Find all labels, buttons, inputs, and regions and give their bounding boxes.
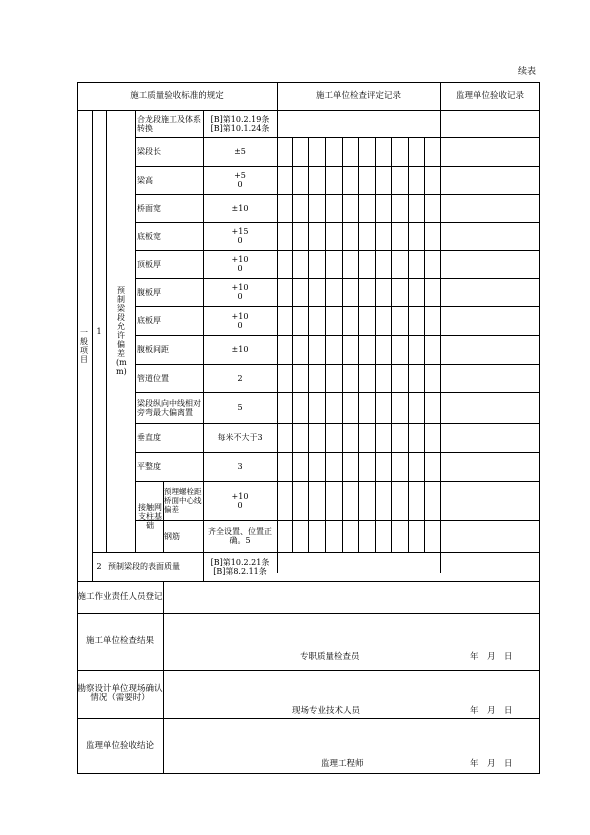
grid-line — [135, 250, 540, 251]
joint-sub1-name: 预埋螺栓距桥面中心线偏差 — [164, 487, 202, 514]
item-name: 垂直度 — [137, 433, 161, 442]
footer-design-confirm: 勘察设计单位现场确认情况（需要时） — [77, 684, 163, 703]
grid-line — [135, 110, 136, 552]
grid-line — [292, 137, 293, 552]
grid-line — [135, 520, 540, 521]
footer-responsible: 施工作业责任人员登记 — [77, 591, 163, 602]
item-name: 桥面宽 — [137, 203, 161, 213]
item-name: 顶板厚 — [137, 259, 161, 269]
item-spec: 每米不大于3 — [217, 433, 263, 442]
grid-line — [375, 137, 376, 552]
grid-line — [440, 82, 441, 573]
grid-line — [135, 364, 540, 365]
grid-line — [77, 718, 540, 719]
grid-line — [135, 423, 540, 424]
continued-label: 续表 — [518, 67, 537, 77]
grid-line — [391, 137, 392, 552]
grid-line — [77, 581, 540, 582]
grid-line — [77, 110, 540, 111]
grid-line — [92, 552, 540, 553]
grid-line — [135, 392, 540, 393]
grid-line — [342, 137, 343, 552]
grid-line — [135, 278, 540, 279]
grid-line — [92, 110, 93, 581]
joint-label: 接触网支柱基础 — [138, 503, 162, 530]
joint-sub2-name: 钢筋 — [164, 531, 180, 541]
joint-sub2-spec: 齐全设置、位置正确。5 — [208, 527, 272, 545]
grid-line — [358, 137, 359, 552]
item-spec: +15 0 — [231, 227, 249, 245]
item-spec: ±5 — [234, 147, 246, 156]
item-spec: +10 0 — [231, 255, 249, 273]
grid-line — [77, 670, 540, 671]
item-name: 梁段纵向中线相对旁弯最大偏离置 — [137, 398, 201, 417]
item-name: 腹板间距 — [137, 345, 169, 354]
footer-date: 年 月 日 — [470, 705, 513, 716]
grid-line — [135, 222, 540, 223]
footer-construction-result: 施工单位检查结果 — [85, 636, 154, 646]
footer-inspector: 专职质量检查员 — [300, 651, 360, 662]
item-name: 梁段长 — [137, 147, 161, 156]
grid-line — [408, 137, 409, 552]
item-spec: 3 — [237, 462, 243, 471]
item-name: 管道位置 — [137, 373, 169, 383]
item2-spec: [B]第10.2.21条 [B]第8.2.11条 — [210, 557, 270, 576]
item-spec: +10 0 — [231, 311, 249, 330]
footer-tech-staff: 现场专业技术人员 — [292, 705, 361, 716]
joint-sub1-spec: +10 0 — [231, 491, 249, 510]
footer-date: 年 月 日 — [470, 758, 513, 769]
footer-date: 年 月 日 — [470, 651, 513, 662]
grid-line — [135, 194, 540, 195]
item-name: 底板厚 — [137, 316, 161, 325]
header-supervision-check: 监理单位验收记录 — [455, 90, 524, 101]
grid-line — [135, 306, 540, 307]
header-standard: 施工质量验收标准的规定 — [130, 90, 224, 101]
grid-line — [308, 137, 309, 552]
grid-line — [77, 613, 540, 614]
grid-line — [277, 82, 278, 573]
grid-line — [106, 110, 107, 552]
item1-group-label: 预制梁段允许偏差(mm) — [116, 286, 127, 376]
item-name: 底板宽 — [137, 231, 161, 241]
item-name: 平整度 — [137, 462, 161, 471]
item-name: 梁高 — [137, 175, 153, 185]
item-name: 合龙段施工及体系转换 — [137, 114, 201, 133]
item-spec: 5 — [237, 403, 243, 412]
footer-engineer: 监理工程师 — [321, 758, 364, 769]
grid-line — [135, 166, 540, 167]
item2-no: 2 — [96, 562, 102, 571]
grid-line — [424, 137, 425, 552]
footer-supervision-conclusion: 监理单位验收结论 — [85, 740, 154, 751]
item-spec: 2 — [237, 373, 243, 383]
grid-line — [135, 137, 540, 138]
category-label: 一般项目 — [80, 327, 88, 364]
grid-line — [163, 581, 164, 774]
item-spec: +5 0 — [234, 171, 246, 189]
item-name: 腹板厚 — [137, 287, 161, 297]
grid-line — [135, 452, 540, 453]
item-spec: [B]第10.2.19条 [B]第10.1.24条 — [210, 114, 270, 133]
grid-line — [325, 137, 326, 552]
item-spec: ±10 — [231, 203, 249, 213]
item1-no: 1 — [96, 326, 102, 336]
grid-line — [135, 481, 540, 482]
item-spec: ±10 — [231, 345, 249, 354]
item-spec: +10 0 — [231, 283, 249, 301]
grid-line — [135, 335, 540, 336]
header-construction-check: 施工单位检查评定记录 — [315, 90, 401, 101]
item2-name: 预制梁段的表面质量 — [108, 562, 180, 571]
